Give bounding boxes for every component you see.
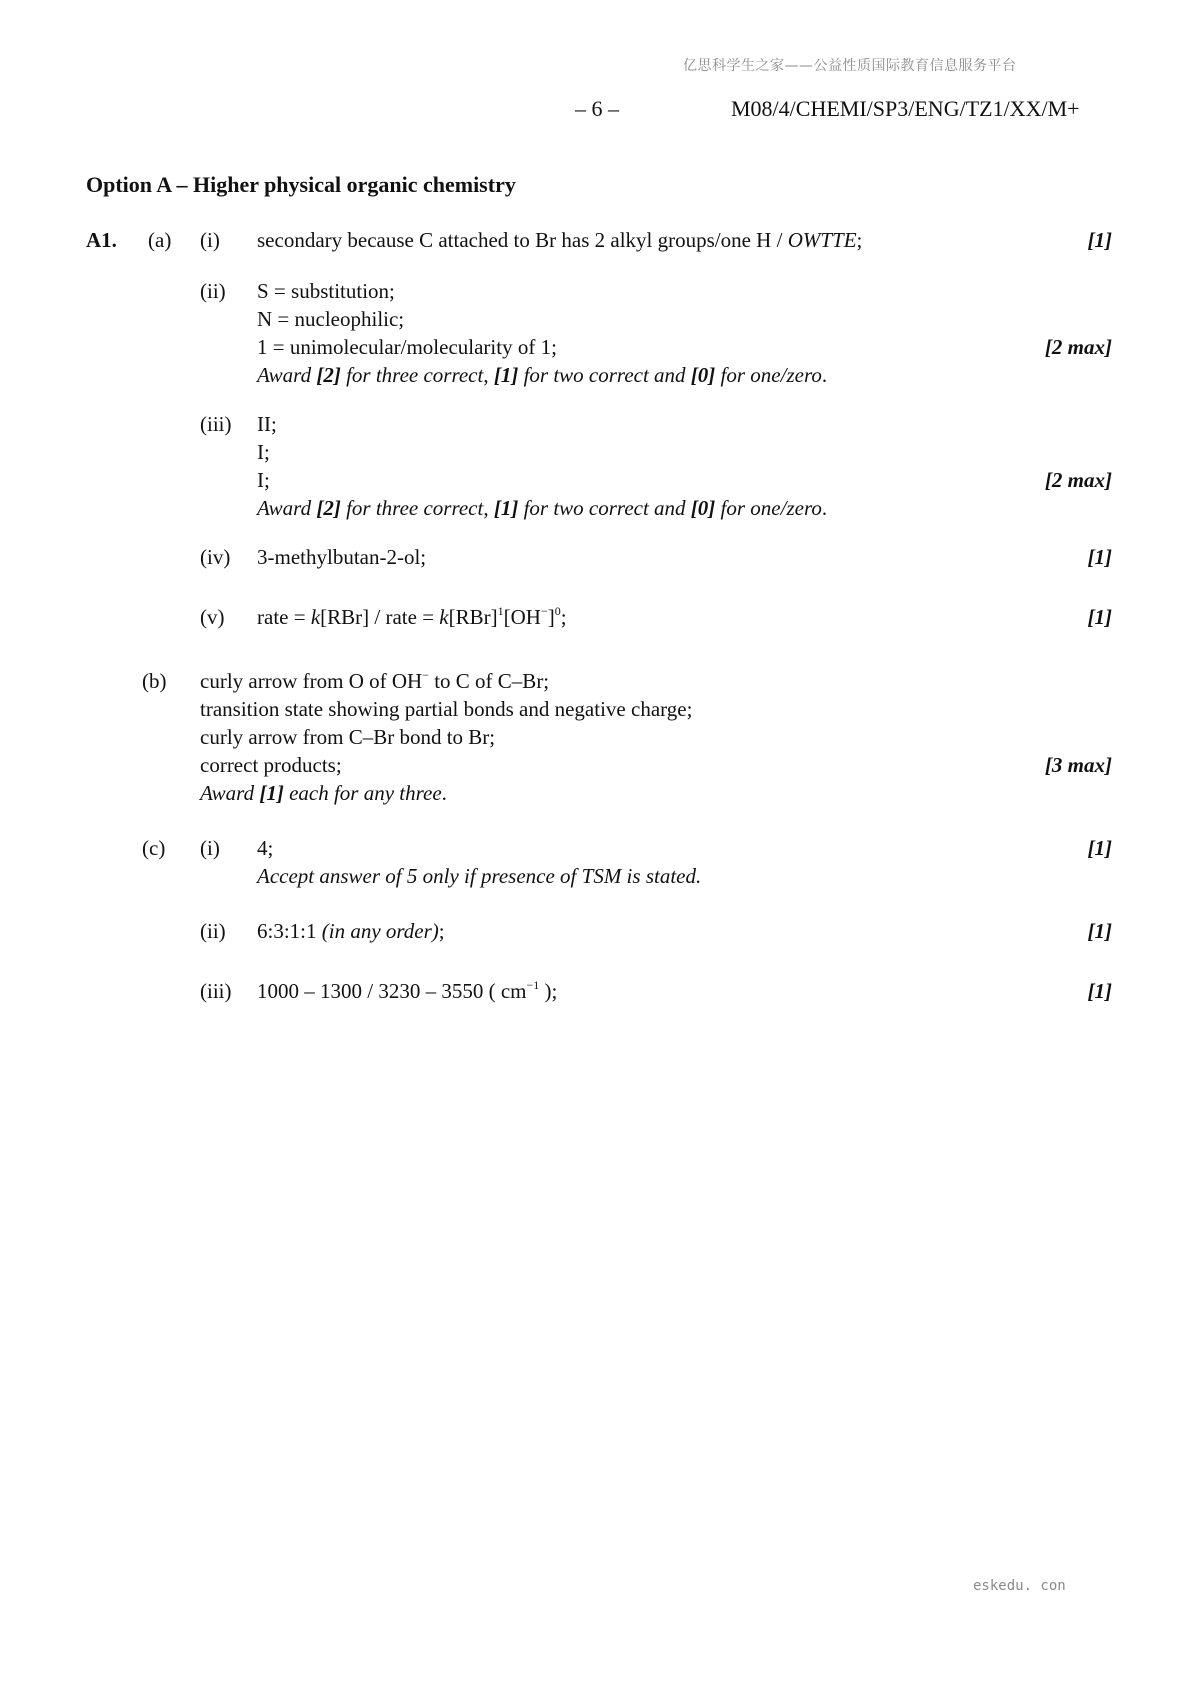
c-ii-mark: [1] [1087, 919, 1112, 943]
a-ii-line-1: S = substitution; [257, 279, 395, 303]
c-iii-label: (iii) [200, 979, 232, 1003]
b-line-3: curly arrow from C–Br bond to Br; [200, 725, 496, 749]
c-iii-answer: 1000 – 1300 / 3230 – 3550 ( $cm^{-1}$ ); [257, 978, 558, 1003]
a-iii-line-2: I; [257, 440, 270, 464]
a-iii-label: (iii) [200, 412, 232, 436]
c-i-label: (i) [200, 836, 220, 860]
a-ii-mark: [2 max] [1044, 335, 1112, 359]
a-ii-award-note: Award [2] for three correct, [1] for two correct and [0] for one/zero. [257, 363, 828, 387]
a-ii-line-2: N = nucleophilic; [257, 307, 405, 331]
a-v-mark: [1] [1087, 605, 1112, 629]
watermark-top: 亿思科学生之家——公益性质国际教育信息服务平台 [683, 58, 1017, 74]
page-number: – 6 – [575, 96, 619, 121]
c-ii-answer: 6:3:1:1 (in any order); [257, 919, 445, 943]
a-iv-label: (iv) [200, 545, 231, 569]
c-i-answer: 4; [257, 836, 274, 860]
c-iii-mark: [1] [1087, 979, 1112, 1003]
a-v-label: (v) [200, 605, 225, 629]
b-line-1: curly arrow from O of OH− to C of C–Br; [200, 668, 550, 693]
a-ii-line-3: 1 = unimolecular/molecularity of 1; [257, 335, 557, 359]
a-iii-line-3: I; [257, 468, 270, 492]
b-line-2: transition state showing partial bonds and negative charge; [200, 697, 693, 721]
a-v-rate-equation: rate = k[RBr] / rate = $k[RBr]^1[OH^-]^0$; [257, 604, 567, 629]
a-iii-award-note: Award [2] for three correct, [1] for two correct and [0] for one/zero. [257, 496, 828, 520]
a-iii-mark: [2 max] [1044, 468, 1112, 492]
part-b-label: (b) [142, 669, 167, 693]
c-i-mark: [1] [1087, 836, 1112, 860]
a-i-mark: [1] [1087, 228, 1112, 252]
a-ii-label: (ii) [200, 279, 226, 303]
c-i-note: Accept answer of 5 only if presence of TSM is stated. [257, 864, 702, 888]
document-code: M08/4/CHEMI/SP3/ENG/TZ1/XX/M+ [731, 96, 1080, 121]
b-line-4: correct products; [200, 753, 342, 777]
b-mark: [3 max] [1044, 753, 1112, 777]
section-title: Option A – Higher physical organic chemistry [86, 172, 516, 197]
a-iv-mark: [1] [1087, 545, 1112, 569]
watermark-bottom: eskedu. con [973, 1578, 1066, 1594]
question-number: A1. [86, 228, 117, 252]
part-a-label: (a) [148, 228, 172, 252]
b-award-note: Award [1] each for any three. [200, 781, 447, 805]
a-iii-line-1: II; [257, 412, 277, 436]
a-iv-answer: 3-methylbutan-2-ol; [257, 545, 427, 569]
a-i-label: (i) [200, 228, 220, 252]
a-i-answer: secondary because C attached to Br has 2 alkyl groups/one H / OWTTE; [257, 228, 863, 252]
c-ii-label: (ii) [200, 919, 226, 943]
part-c-label: (c) [142, 836, 166, 860]
